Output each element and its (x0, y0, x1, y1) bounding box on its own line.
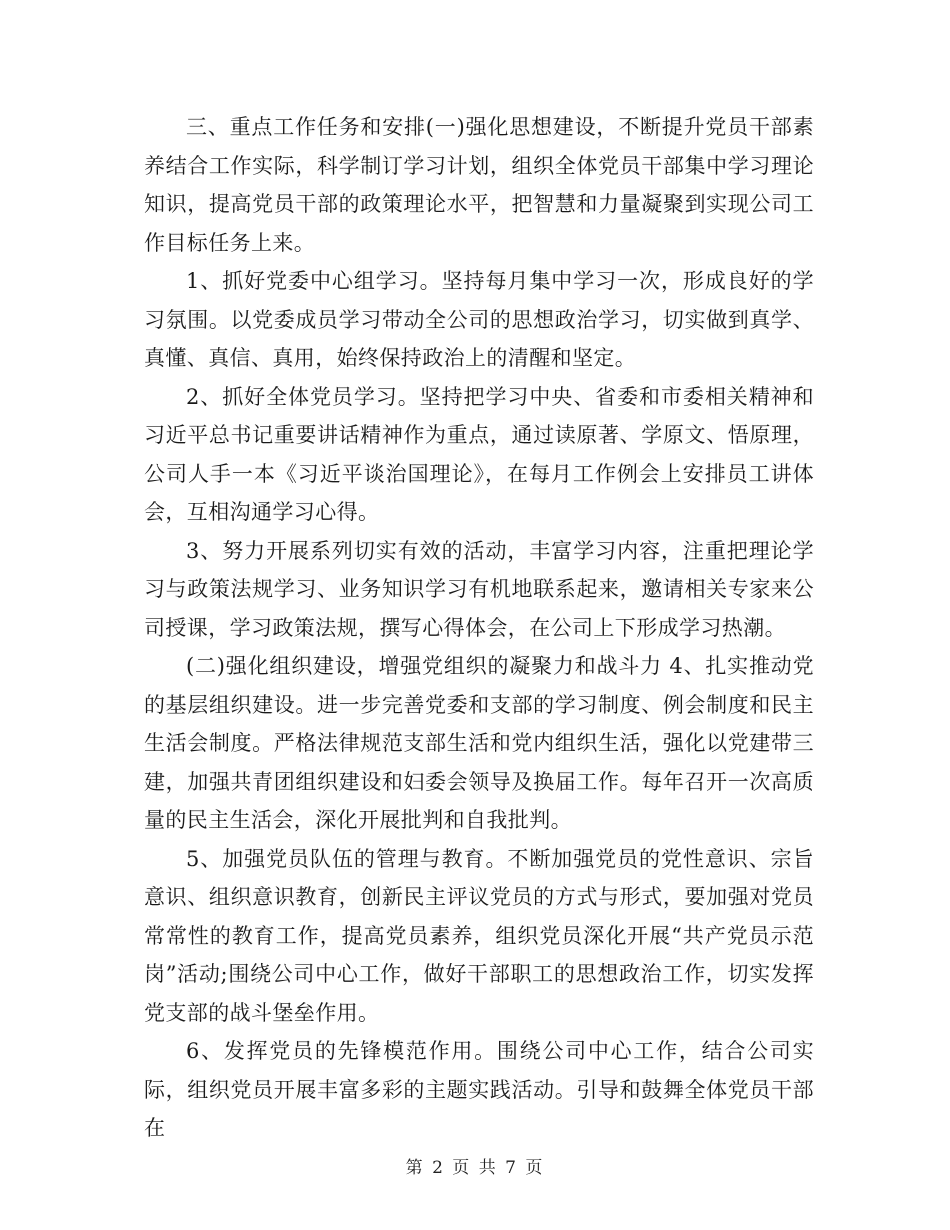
page-number-footer: 第 2 页 共 7 页 (405, 1158, 545, 1178)
document-body (144, 108, 814, 1148)
paragraph-key-tasks: 三、重点工作任务和安排(一)强化思想建设，不断提升党员干部素养结合工作实际，科学制订学习计划，组织全体党员干部集中学习理论知识，提高党员干部的政策理论水平，把智慧和力量凝聚到实现公司工作目标任务上来。 (144, 115, 814, 255)
paragraph-item-6: 6、发挥党员的先锋模范作用。围绕公司中心工作，结合公司实际，组织党员开展丰富多彩的主题实践活动。引导和鼓舞全体党员干部在 (144, 1039, 814, 1140)
paragraph-item-2: 2、抓好全体党员学习。坚持把学习中央、省委和市委相关精神和习近平总书记重要讲话精神作为重点，通过读原著、学原文、悟原理，公司人手一本《习近平谈治国理论》，在每月工作例会上安排员工讲体会，互相沟通学习心得。 (144, 384, 814, 524)
paragraph-item-5: 5、加强党员队伍的管理与教育。不断加强党员的党性意识、宗旨意识、组织意识教育，创新民主评议党员的方式与形式，要加强对党员常常性的教育工作，提高党员素养，组织党员深化开展“共产党员示范岗”活动;围绕公司中心工作，做好干部职工的思想政治工作，切实发挥党支部的战斗堡垒作用。 (144, 846, 814, 1025)
paragraph-item-1: 1、抓好党委中心组学习。坚持每月集中学习一次，形成良好的学习氛围。以党委成员学习带动全公司的思想政治学习，切实做到真学、真懂、真信、真用，始终保持政治上的清醒和坚定。 (144, 269, 814, 370)
paragraph-section-2-item-4: (二)强化组织建设，增强党组织的凝聚力和战斗力 4、扎实推动党的基层组织建设。进一步完善党委和支部的学习制度、例会制度和民主生活会制度。严格法律规范支部生活和党内组织生活，强化以党建带三建，加强共青团组织建设和妇委会领导及换届工作。每年召开一次高质量的民主生活会，深化开展批判和自我批判。 (144, 654, 814, 832)
paragraph-item-3: 3、努力开展系列切实有效的活动，丰富学习内容，注重把理论学习与政策法规学习、业务知识学习有机地联系起来，邀请相关专家来公司授课，学习政策法规，撰写心得体会，在公司上下形成学习热潮。 (144, 538, 814, 640)
